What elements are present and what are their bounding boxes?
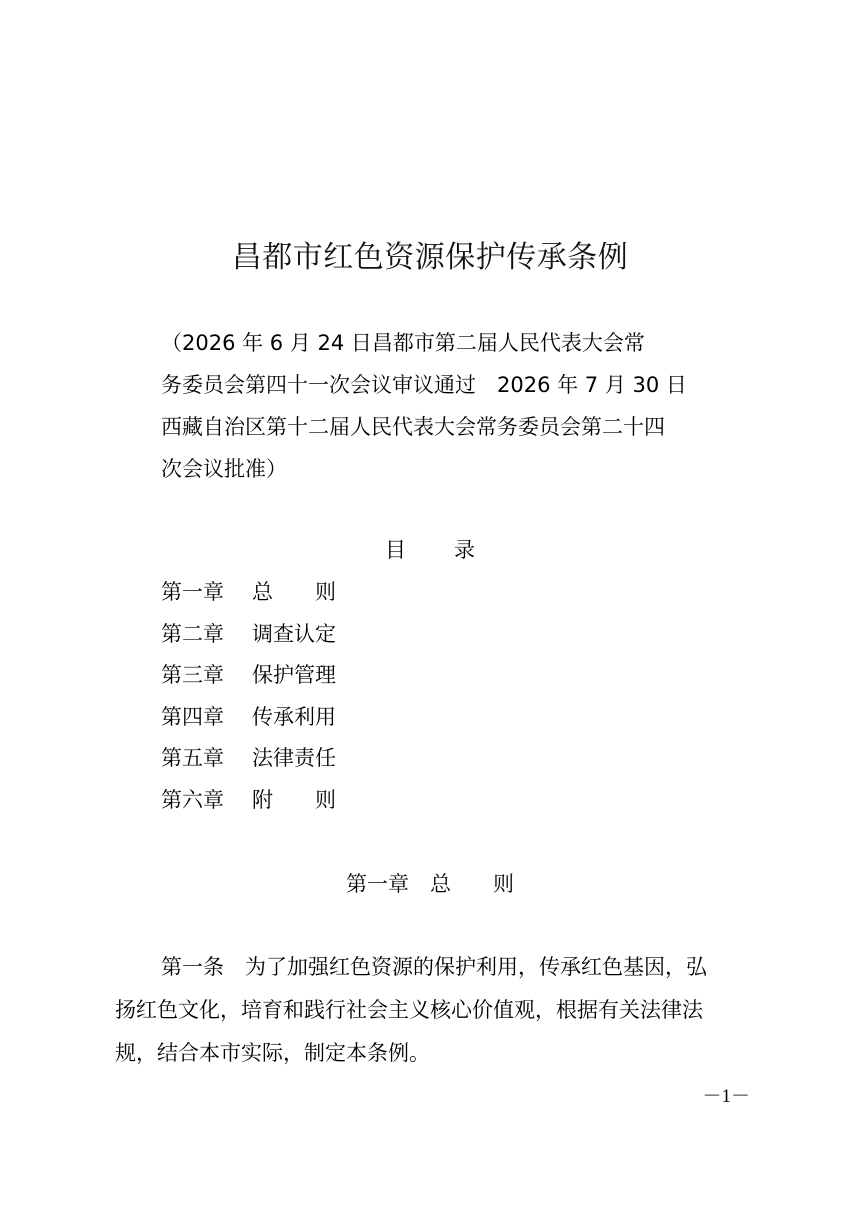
approval-note-line: 次会议批准） bbox=[161, 457, 287, 481]
toc-chapter: 第一章 bbox=[161, 580, 224, 604]
table-of-contents bbox=[161, 572, 336, 822]
toc-chapter-name: 保护管理 bbox=[252, 663, 336, 688]
toc-chapter: 第三章 bbox=[161, 663, 224, 688]
approval-note-line: 务委员会第四十一次会议审议通过 2026 年 7 月 30 日 bbox=[161, 373, 687, 397]
toc-chapter-name: 附 则 bbox=[252, 787, 336, 812]
toc-chapter: 第五章 bbox=[161, 746, 224, 771]
toc-chapter-name: 总 则 bbox=[252, 580, 336, 604]
toc-item bbox=[161, 572, 336, 614]
document-title: 昌都市红色资源保护传承条例 bbox=[231, 240, 629, 275]
toc-chapter-name: 调查认定 bbox=[252, 621, 336, 646]
article-text-line: 第一条 为了加强红色资源的保护利用，传承红色基因，弘 bbox=[161, 955, 707, 979]
toc-item bbox=[161, 738, 336, 780]
toc-chapter: 第四章 bbox=[161, 704, 224, 729]
toc-item bbox=[161, 697, 336, 739]
page-number: －1－ bbox=[702, 1086, 750, 1107]
toc-item bbox=[161, 655, 336, 697]
article-text-line: 扬红色文化，培育和践行社会主义核心价值观，根据有关法律法 bbox=[115, 998, 703, 1022]
toc-heading-char: 录 bbox=[454, 538, 475, 562]
toc-chapter-name: 法律责任 bbox=[252, 746, 336, 771]
toc-chapter-name: 传承利用 bbox=[252, 704, 336, 729]
approval-note-line: 西藏自治区第十二届人民代表大会常务委员会第二十四 bbox=[161, 415, 665, 439]
article-text-line: 规，结合本市实际，制定本条例。 bbox=[115, 1041, 430, 1065]
toc-chapter: 第二章 bbox=[161, 621, 224, 646]
toc-heading bbox=[0, 530, 860, 570]
approval-note-line: （2026 年 6 月 24 日昌都市第二届人民代表大会常 bbox=[161, 331, 645, 355]
toc-item bbox=[161, 614, 336, 656]
toc-chapter: 第六章 bbox=[161, 787, 224, 812]
chapter-heading: 第一章 总 则 bbox=[346, 872, 514, 896]
toc-item bbox=[161, 780, 336, 822]
toc-heading-char: 目 bbox=[385, 538, 406, 562]
